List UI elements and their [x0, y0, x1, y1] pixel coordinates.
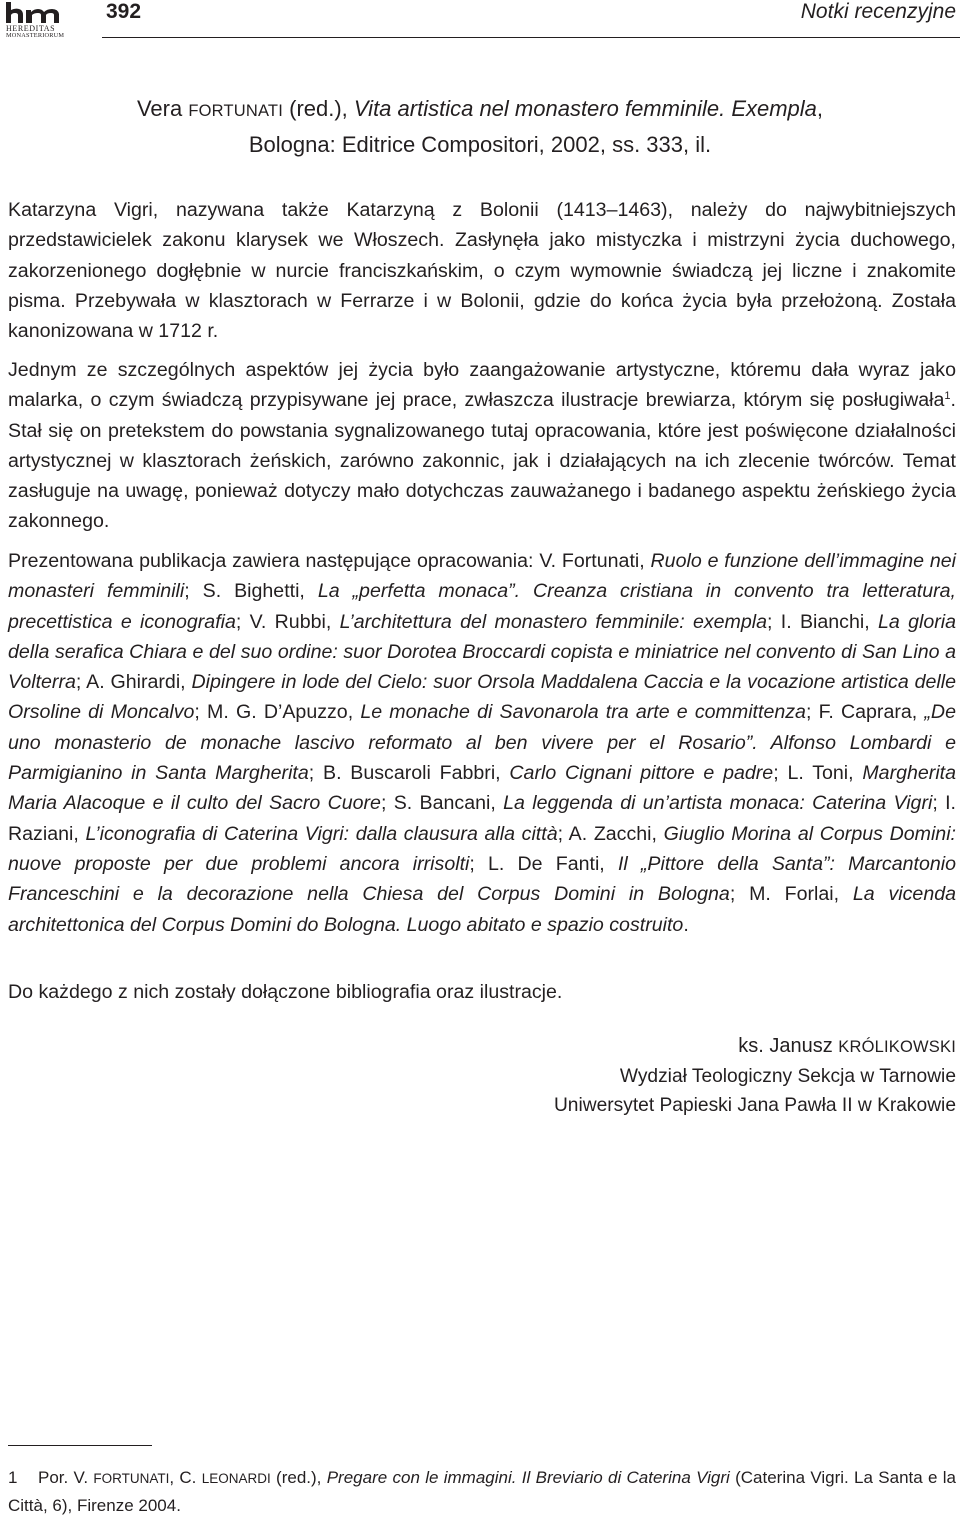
contents-item-author: V. Fortunati, — [539, 550, 651, 572]
contents-item-title: Le monache di Savonarola tra arte e committenza — [360, 701, 806, 724]
contents-item-title: L’architettura del monastero femminile: exempla — [339, 610, 768, 633]
review-signature — [554, 1032, 956, 1120]
book-title: Vita artistica nel monastero femminile. Exempla — [353, 96, 817, 121]
reviewer-prefix: ks. Janusz — [738, 1035, 839, 1057]
footnote-number: 1 — [8, 1468, 18, 1487]
contents-item-author: S. Bighetti, — [202, 580, 318, 603]
paragraph-4 — [8, 977, 956, 1007]
contents-text: Prezentowana publikacja zawiera następujące opracowania: V. Fortunati, Ruolo e funzione dell’immagine nei monasteri femminili; S. Bighetti, La „perfetta monaca”. Creanza cristiana in convento tra letteratura, precettistica e iconografia; V. Rubbi, L’architettura del monastero femminile: exempla; I. Bianchi, La gloria della serafica Chiara e del suo ordine: suor Dorotea Broccardi copista e miniatrice nel convento di San Lino a Volterra; A. Ghirardi, Dipingere in lode del Cielo: suor Orsola Maddalena Caccia e la vocazione artistica delle Orsoline di Moncalvo; M. G. D’Apuzzo, Le monache di Savonarola tra arte e committenza; F. Caprara, „De uno monasterio de monache lascivo reformato al ben vivere per el Rosario”. Alfonso Lombardi e Parmigianino in Santa Margherita; B. Buscaroli Fabbri, Carlo Cignani pittore e padre; L. Toni, Margherita Maria Alacoque e il culto del Sacro Cuore; S. Bancani, La leggenda di un’artista monaca: Caterina Vigri; I. Raziani, L’iconografia di Caterina Vigri: dalla clausura alla città; A. Zacchi, Giuglio Morina al Corpus Domini: nuove proposte per due problemi ancora irrisolti; L. De Fanti, Il „Pittore della Santa”: Marcantonio Franceschini e la decorazione nella Chiesa del Corpus Domini in Bologna; M. Forlai, La vicenda architettonica del Corpus Domini do Bologna. Luogo abitato e spazio costruito. — [8, 550, 957, 936]
contents-item-title: Giuglio Morina al Corpus Domini: nuove proposte per due problemi ancora irrisolti — [8, 822, 956, 875]
page-number: 392 — [106, 0, 142, 23]
contents-item-author: A. Ghirardi, — [86, 671, 192, 694]
footnote-1 — [8, 1464, 956, 1519]
contents-item-author: B. Buscaroli Fabbri, — [323, 762, 510, 785]
book-editor-note: (red.), — [283, 96, 354, 121]
running-head: Notki recenzyjne — [800, 0, 956, 23]
paragraph-1 — [8, 195, 956, 346]
contents-paragraph — [8, 546, 956, 940]
contents-item-title: „De uno monasterio de monache lascivo reformato al ben vivere per el Rosario”. Alfonso Lombardi e Parmigianino in Santa Margherita — [8, 701, 956, 785]
paragraph-2-part-b: . Stał się on pretekstem do powstania sygnalizowanego tutaj opracowania, które jest poświęcone działalności artystycznej w klasztorach żeńskich, zarówno zakonnic, jak i działających na ich zlecenie twórców. Temat zasługuje na uwagę, ponieważ dotyczy mało dotychczas zauważanego i badanego aspektu żeńskiego życia zakonnego. — [8, 389, 956, 533]
footnote-rule — [8, 1445, 152, 1446]
contents-intro: Prezentowana publikacja zawiera następujące opracowania: — [8, 550, 540, 572]
contents-item-author: M. G. D’Apuzzo, — [207, 701, 361, 724]
paragraph-2-text — [8, 355, 956, 537]
paragraph-1-text: Katarzyna Vigri, nazywana także Katarzyną z Bolonii (1413–1463), należy do najwybitniejszych przedstawicielek zakonu klarysek we Włoszech. Zasłynęła jako mistyczka i mistrzyni życia duchowego, zakorzenionego dogłębnie w nurcie franciszkańskim, o czym wymownie świadczą jej liczne i znakomite pisma. Przebywała w klasztorach w Ferrarze i w Bolonii, gdzie do końca życia była przełożoną. Została kanonizowana w 1712 r. — [8, 199, 956, 343]
footnote-text-3: (red.), — [270, 1468, 327, 1487]
book-title-punct: , — [816, 96, 824, 121]
footnote-text-1: Por. V. — [38, 1468, 94, 1487]
contents-item-title: Ruolo e funzione dell’immagine nei monasteri femminili — [8, 550, 957, 603]
paragraph-2 — [8, 355, 956, 537]
contents-item-author: S. Bancani, — [393, 792, 504, 815]
footnote-reference[interactable]: 1 — [944, 390, 951, 403]
reviewer-surname: KRÓLIKOWSKI — [838, 1038, 956, 1056]
publisher-logo — [4, 2, 64, 40]
paragraph-2-part-a: Jednym ze szczególnych aspektów jej życia było zaangażowanie artystyczne, któremu dała wyraz jako malarka, o czym świadczą przypisywane jej prace, zwłaszcza ilustracje brewiarza, którym się posługiwała — [8, 359, 956, 412]
contents-item-author: I. Raziani, — [8, 792, 956, 845]
footnote-text-4: (Caterina Vigri. La Santa e la Città, 6), Firenze 2004. — [8, 1468, 957, 1515]
reviewer-affiliation-1: Wydział Teologiczny Sekcja w Tarnowie — [619, 1066, 956, 1087]
reviewed-book-citation — [0, 92, 960, 162]
contents-item-author: L. Toni, — [787, 762, 863, 785]
footnote-text-2: , C. — [169, 1468, 202, 1487]
logo-text-line2: MONASTERIORUM — [6, 32, 65, 39]
contents-item-title: L’iconografia di Caterina Vigri: dalla clausura alla città — [85, 822, 558, 845]
contents-item-author: M. Forlai, — [749, 883, 853, 906]
contents-item-author: V. Rubbi, — [249, 610, 340, 633]
header-rule — [102, 37, 960, 38]
book-author-last: FORTUNATI — [188, 102, 283, 120]
footnote-title: Pregare con le immagini. Il Breviario di Caterina Vigri — [326, 1468, 730, 1487]
contents-item-author: I. Bianchi, — [780, 610, 878, 633]
contents-item-author: A. Zacchi, — [568, 822, 664, 845]
reviewer-affiliation-2: Uniwersytet Papieski Jana Pawła II w Krakowie — [553, 1095, 956, 1116]
contents-item-title: La leggenda di un’artista monaca: Caterina Vigri — [503, 792, 933, 815]
contents-item-title: Il „Pittore della Santa”: Marcantonio Franceschini e la decorazione nella Chiesa del Corpus Domini in Bologna — [8, 852, 956, 906]
book-publisher: Bologna: Editrice Compositori, 2002, ss. 333, il. — [248, 132, 712, 157]
book-author-first: Vera — [136, 96, 189, 121]
footnote-author-2: LEONARDI — [201, 1471, 271, 1486]
footnote-author-1: FORTUNATI — [93, 1471, 170, 1486]
citation-line-1 — [0, 92, 960, 128]
reviewer-name — [554, 1032, 956, 1062]
contents-item-author: L. De Fanti, — [488, 852, 618, 875]
contents-item-title: Dipingere in lode del Cielo: suor Orsola Maddalena Caccia e la vocazione artistica delle Orsoline di Moncalvo — [8, 671, 957, 724]
contents-item-title: Carlo Cignani pittore e padre — [509, 762, 774, 785]
contents-item-title: La „perfetta monaca”. Creanza cristiana in convento tra letteratura, precettistica e iconografia — [8, 580, 956, 633]
contents-item-title: La gloria della serafica Chiara e del suo ordine: suor Dorotea Broccardi copista e miniatrice nel convento di San Lino a Volterra — [8, 610, 956, 694]
hm-logo-icon — [4, 2, 64, 24]
paragraph-4-text: Do każdego z nich zostały dołączone bibliografia oraz ilustracje. — [8, 981, 563, 1003]
contents-item-author: F. Caprara, — [818, 701, 925, 724]
contents-item-title: Margherita Maria Alacoque e il culto del Sacro Cuore — [8, 762, 957, 815]
logo-text-line1: HEREDITAS — [6, 24, 56, 33]
contents-item-title: La vicenda architettonica del Corpus Domini do Bologna. Luogo abitato e spazio costruito — [8, 883, 957, 936]
